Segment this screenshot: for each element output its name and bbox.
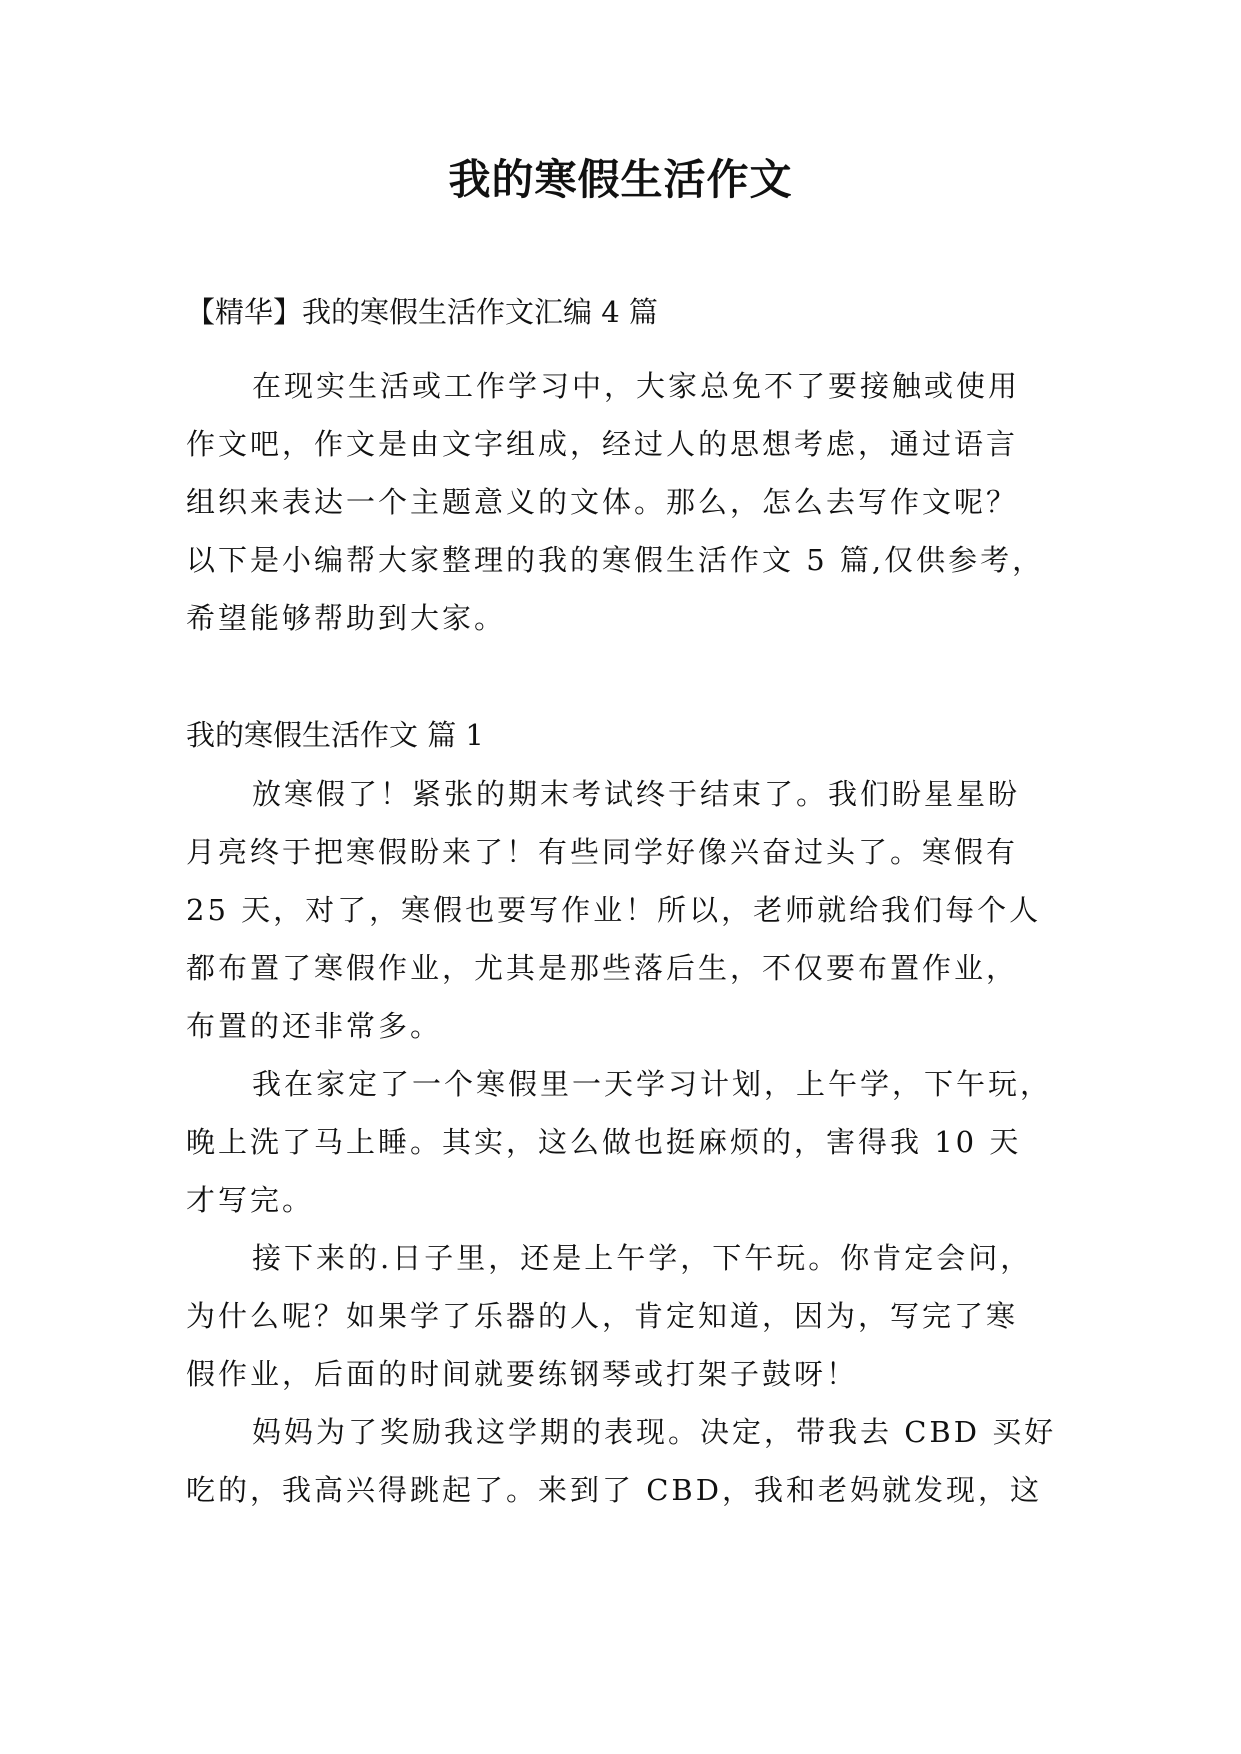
paragraph-line: 妈妈为了奖励我这学期的表现。决定，带我去 CBD 买好	[252, 1415, 1057, 1449]
section-heading: 我的寒假生活作文 篇 1	[186, 718, 484, 752]
paragraph-line: 布置的还非常多。	[186, 1009, 443, 1043]
paragraph-line: 都布置了寒假作业，尤其是那些落后生，不仅要布置作业，	[186, 951, 1019, 985]
paragraph-line: 为什么呢？如果学了乐器的人，肯定知道，因为，写完了寒	[186, 1299, 1019, 1333]
paragraph-line: 假作业，后面的时间就要练钢琴或打架子鼓呀！	[186, 1357, 859, 1391]
intro-line: 以下是小编帮大家整理的我的寒假生活作文 5 篇,仅供参考，	[186, 543, 1045, 577]
paragraph-line: 月亮终于把寒假盼来了！有些同学好像兴奋过头了。寒假有	[186, 835, 1019, 869]
paragraph-line: 我在家定了一个寒假里一天学习计划，上午学，下午玩，	[252, 1067, 1053, 1101]
body-paragraph	[186, 765, 1086, 1055]
body-paragraph	[186, 1229, 1086, 1403]
document-title: 我的寒假生活作文	[448, 155, 793, 204]
paragraph-line: 放寒假了！紧张的期末考试终于结束了。我们盼星星盼	[252, 777, 1021, 811]
intro-line: 希望能够帮助到大家。	[186, 601, 507, 635]
document-subtitle: 【精华】我的寒假生活作文汇编 4 篇	[186, 295, 658, 329]
paragraph-line: 吃的，我高兴得跳起了。来到了 CBD，我和老妈就发现，这	[186, 1473, 1042, 1507]
paragraph-line: 25 天，对了，寒假也要写作业！所以，老师就给我们每个人	[186, 893, 1042, 927]
body-paragraph	[186, 1403, 1086, 1519]
body-paragraph	[186, 1055, 1086, 1229]
intro-paragraph	[186, 357, 1086, 647]
intro-line: 组织来表达一个主题意义的文体。那么，怎么去写作文呢？	[186, 485, 1019, 519]
paragraph-line: 才写完。	[186, 1183, 315, 1217]
intro-line: 作文吧，作文是由文字组成，经过人的思想考虑，通过语言	[186, 427, 1019, 461]
paragraph-line: 接下来的.日子里，还是上午学，下午玩。你肯定会问，	[252, 1241, 1033, 1275]
paragraph-line: 晚上洗了马上睡。其实，这么做也挺麻烦的，害得我 10 天	[186, 1125, 1022, 1159]
intro-line: 在现实生活或工作学习中，大家总免不了要接触或使用	[252, 369, 1021, 403]
